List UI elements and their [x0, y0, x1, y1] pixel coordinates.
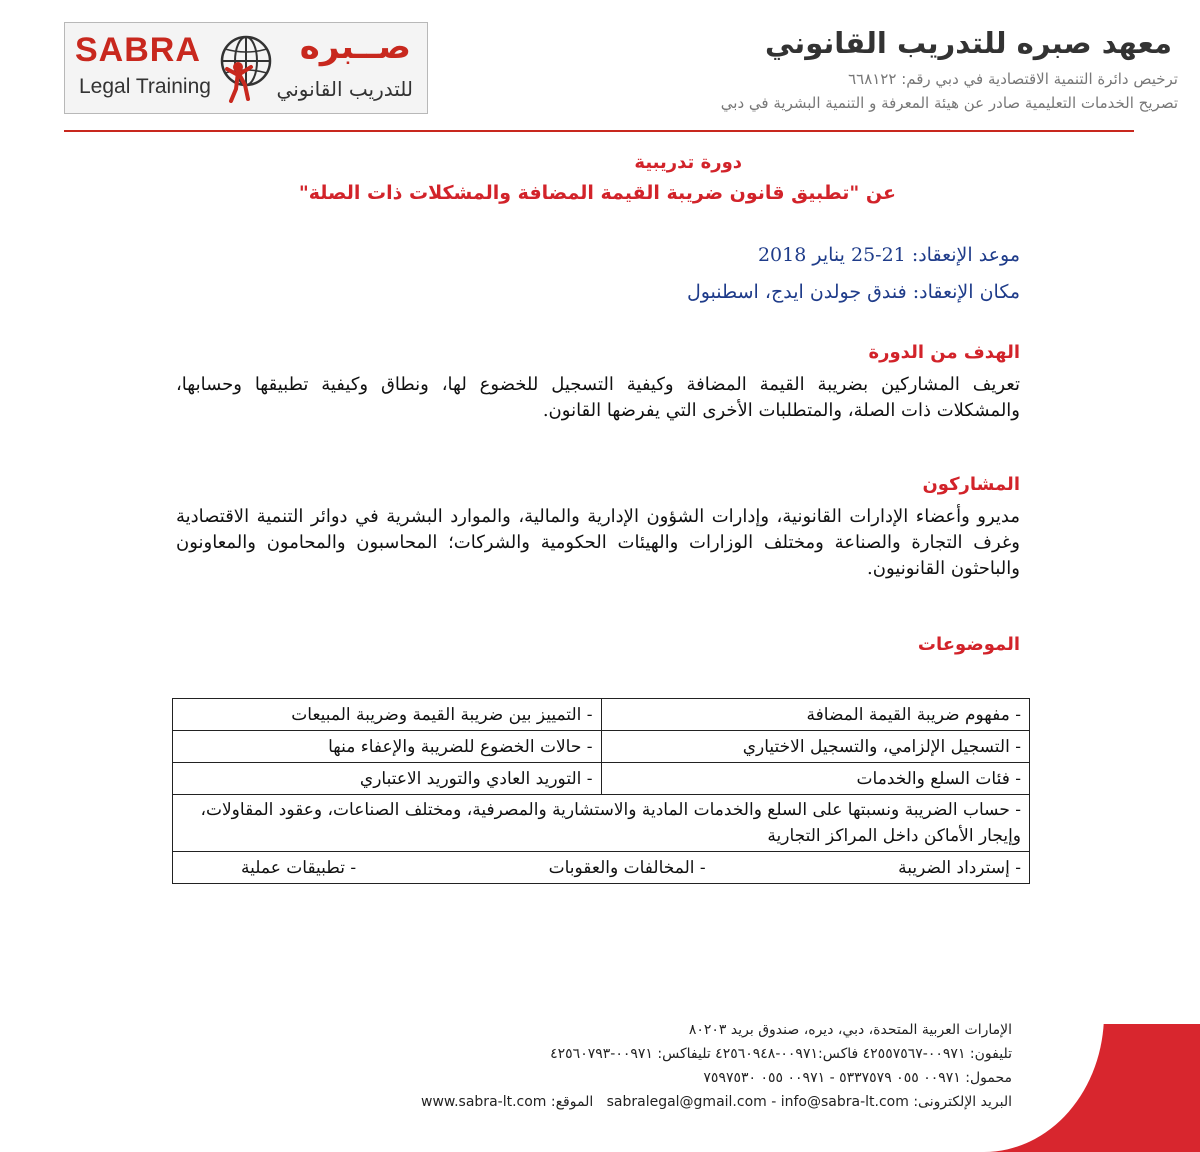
globe-person-icon	[215, 33, 277, 103]
table-row	[173, 795, 1030, 852]
topic-cell-wide: - حساب الضريبة ونسبتها على السلع والخدمات المادية والاستشارية والمصرفية، ومختلف الصناعات، وعقود المقاولات، وإيجار الأماكن داخل المراكز التجارية	[173, 795, 1030, 852]
participants-text: مديرو وأعضاء الإدارات القانونية، وإدارات الشؤون الإدارية والمالية، والموارد البشرية في دوائر التنمية الاقتصادية وغرف التجارة والصناعة ومختلف الوزارات والهيئات الحكومية والشركات؛ المحاسبون والمحامون والمعاونون والباحثون القانونيون.	[176, 506, 1020, 579]
license-line: ترخيص دائرة التنمية الاقتصادية في دبي رقم: ٦٦٨١٢٢	[848, 70, 1178, 88]
topic-cell: - حالات الخضوع للضريبة والإعفاء منها	[173, 731, 602, 763]
topic-cell-triple	[173, 852, 1030, 884]
objective-heading: الهدف من الدورة	[868, 342, 1020, 363]
topics-heading: الموضوعات	[917, 634, 1020, 655]
logo-brand-ar: صــبره	[299, 27, 411, 67]
footer-phones: تليفون: ٠٠٩٧١-٤٢٥٥٧٥٦٧ فاكس:٠٠٩٧١-٤٢٥٦٠٩٤٨ تليفاكس: ٠٠٩٧١-٤٢٥٦٠٧٩٣	[550, 1046, 1012, 1062]
logo-brand-en: SABRA	[75, 31, 201, 69]
logo-tagline-en: Legal Training	[79, 75, 211, 98]
topic-cell: - فئات السلع والخدمات	[601, 763, 1030, 795]
table-row	[173, 763, 1030, 795]
footer-website[interactable]: www.sabra-lt.com	[421, 1094, 547, 1110]
table-row	[173, 699, 1030, 731]
topics-table	[172, 698, 1030, 884]
course-title: عن "تطبيق قانون ضريبة القيمة المضافة والمشكلات ذات الصلة"	[298, 182, 896, 204]
course-label: دورة تدريبية	[634, 152, 742, 173]
permit-line: تصريح الخدمات التعليمية صادر عن هيئة المعرفة و التنمية البشرية في دبي	[720, 94, 1178, 112]
topic-item: - المخالفات والعقوبات	[548, 857, 706, 878]
topic-cell: - التمييز بين ضريبة القيمة وضريبة المبيعات	[173, 699, 602, 731]
participants-heading: المشاركون	[922, 474, 1020, 495]
table-row	[173, 852, 1030, 884]
table-row	[173, 731, 1030, 763]
institute-name: معهد صبره للتدريب القانوني	[764, 26, 1172, 60]
footer-mobile: محمول: ٠٠٩٧١ ٠٥٥ ٥٣٣٧٥٧٩ - ٠٠٩٧١ ٠٥٥ ٧٥٩٧٥٣٠	[703, 1070, 1012, 1086]
objective-text: تعريف المشاركين بضريبة القيمة المضافة وكيفية التسجيل للخضوع لها، ونطاق وكيفية تطبيقها وحسابها، والمشكلات ذات الصلة، والمتطلبات الأخرى التي يفرضها القانون.	[176, 374, 1020, 421]
footer-address: الإمارات العربية المتحدة، دبي، ديره، صندوق بريد ٨٠٢٠٣	[688, 1022, 1012, 1038]
header-divider	[64, 130, 1134, 132]
topic-cell: - التوريد العادي والتوريد الاعتباري	[173, 763, 602, 795]
email-label: البريد الإلكترونى:	[913, 1094, 1012, 1110]
course-date: موعد الإنعقاد: 21-25 يناير 2018	[757, 244, 1020, 266]
topic-item: - إسترداد الضريبة	[898, 857, 1021, 878]
footer-contact-line	[421, 1094, 1012, 1110]
course-venue: مكان الإنعقاد: فندق جولدن ايدج، اسطنبول	[686, 281, 1020, 303]
logo-tagline-ar: للتدريب القانوني	[276, 77, 413, 101]
topic-cell: - التسجيل الإلزامي، والتسجيل الاختياري	[601, 731, 1030, 763]
sabra-logo	[64, 22, 428, 114]
topic-cell: - مفهوم ضريبة القيمة المضافة	[601, 699, 1030, 731]
topic-item: - تطبيقات عملية	[241, 857, 357, 878]
footer-emails[interactable]: sabralegal@gmail.com - info@sabra-lt.com	[606, 1094, 909, 1110]
website-label: الموقع:	[550, 1094, 594, 1110]
